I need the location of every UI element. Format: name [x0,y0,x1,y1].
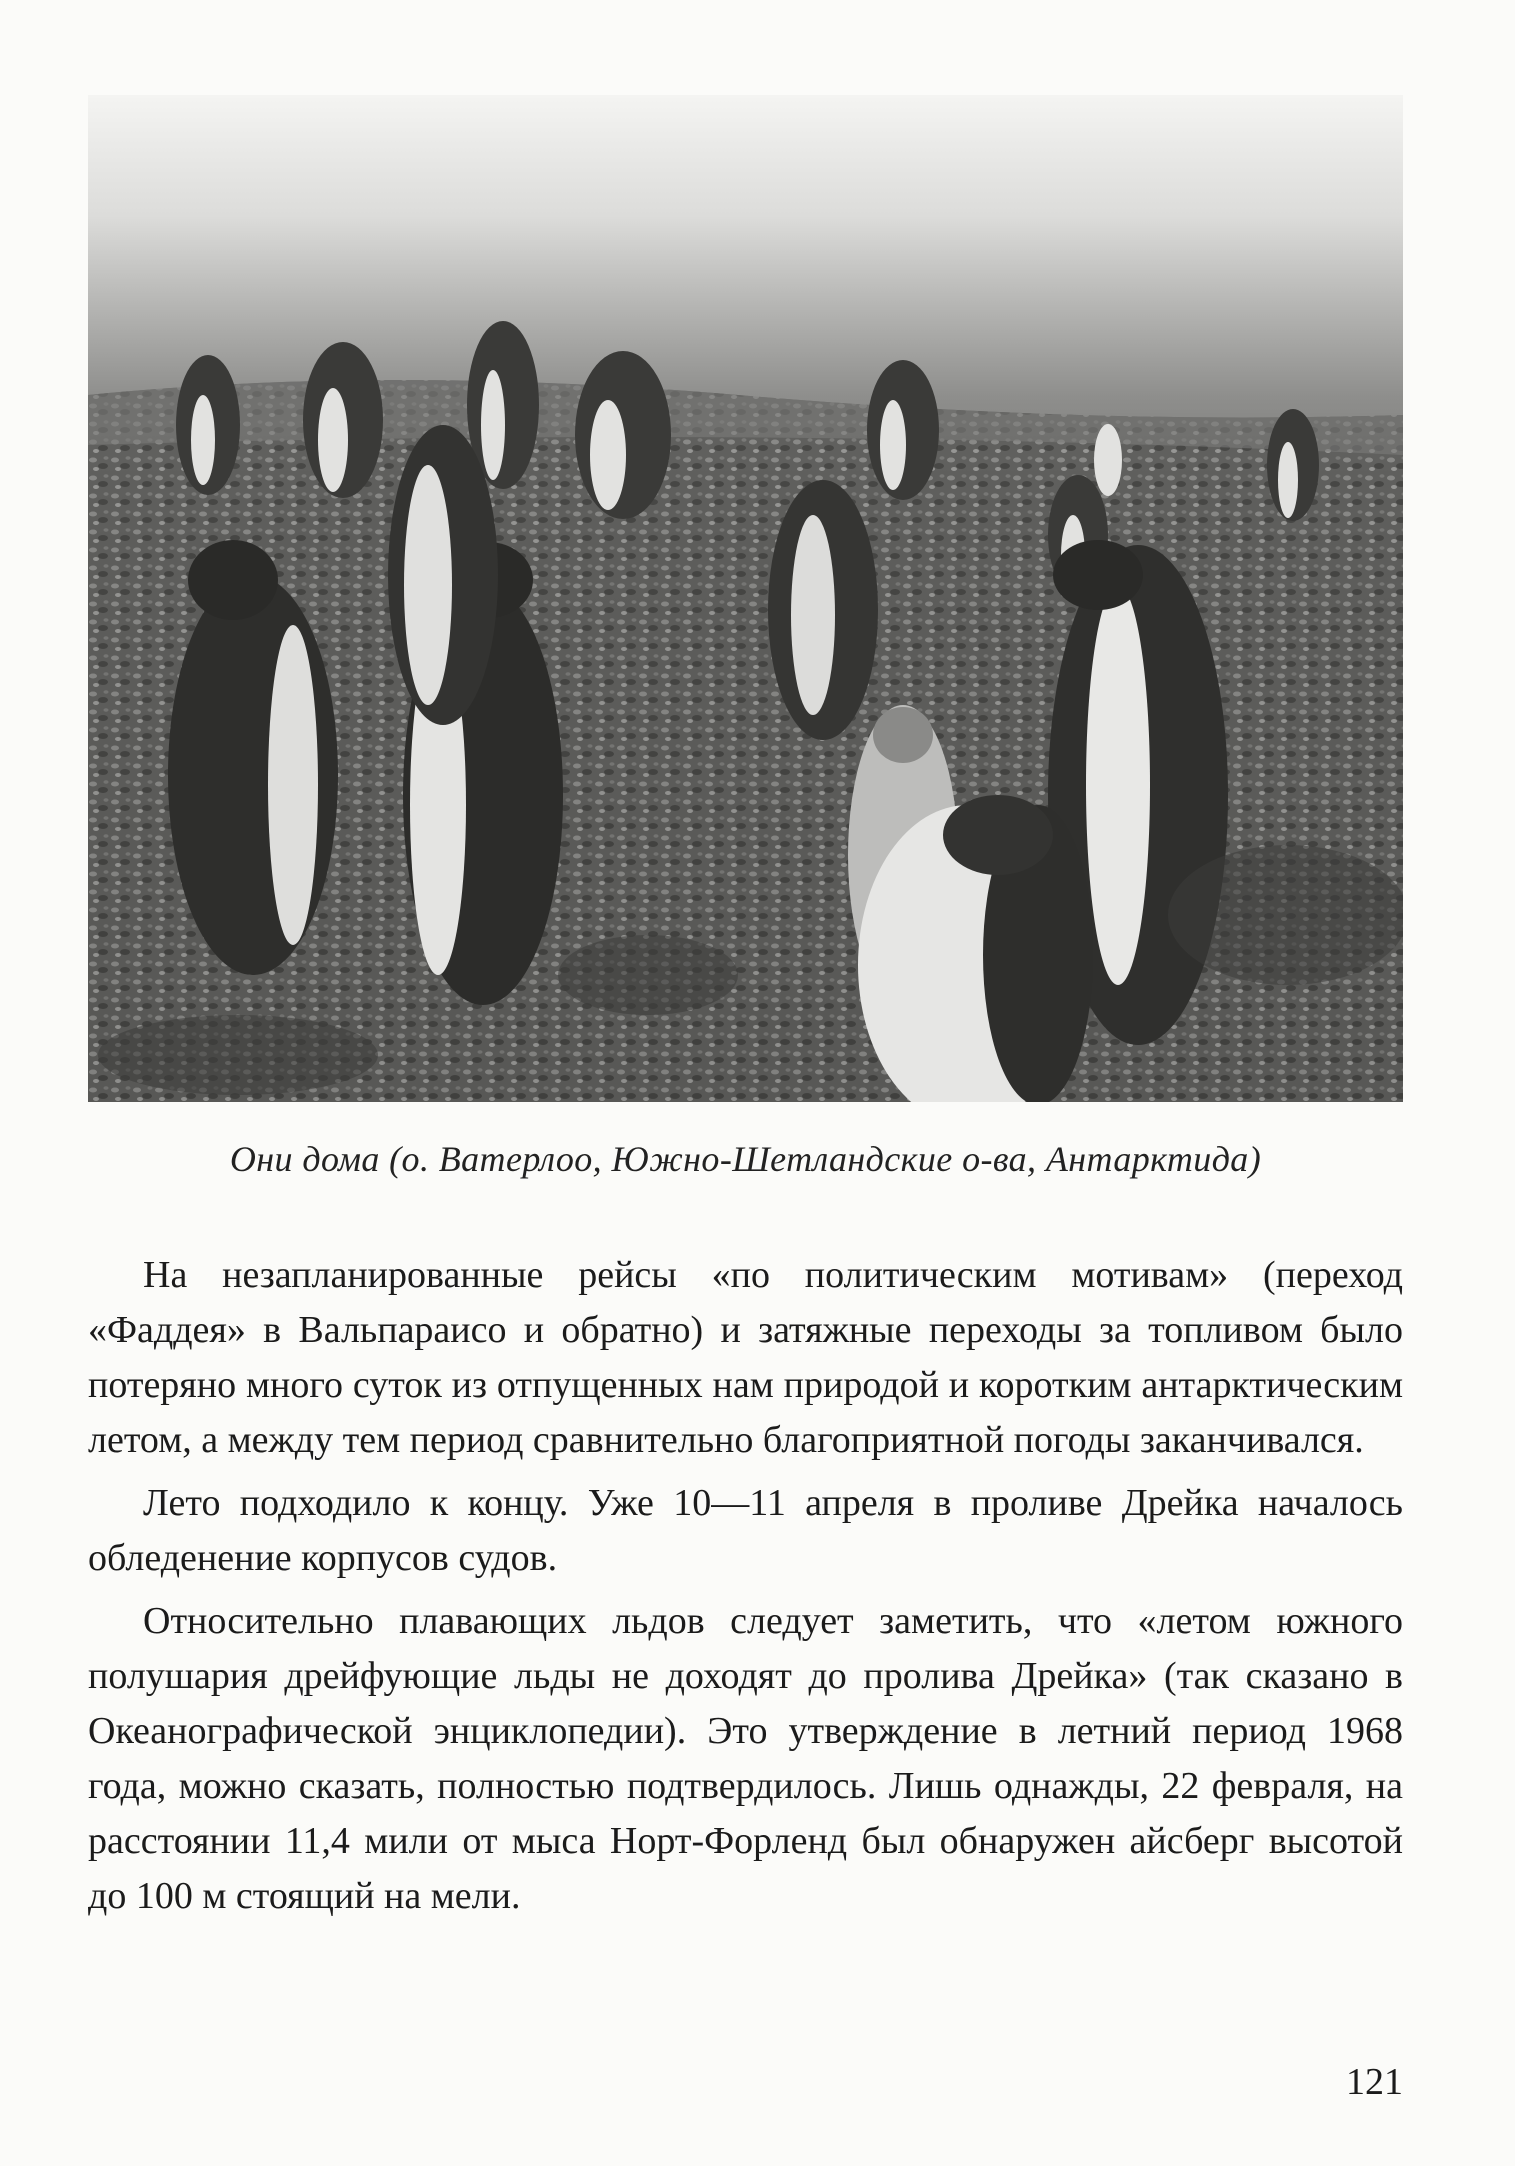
photo-caption: Они дома (о. Ватерлоо, Южно-Шетландские о-ва, Антарктида) [229,1139,1262,1179]
body-text [88,1248,1403,1932]
page-number: 121 [1346,2061,1403,2103]
penguin-colony-photo [88,95,1403,1102]
paragraph: На незапланированные рейсы «по политическим мотивам» (переход «Фаддея» в Вальпараисо и обратно) и затяжные переходы за топливом было потеряно много суток из отпущенных нам природой и коротким антарктическим летом, а между тем период сравнительно благоприятной погоды заканчивался. [88,1254,1403,1461]
paragraph: Относительно плавающих льдов следует заметить, что «летом южного полушария дрейфующие льды не доходят до пролива Дрейка» (так сказано в Океанографической энциклопедии). Это утверждение в летний период 1968 года, можно сказать, полностью подтвердилось. Лишь однажды, 22 февраля, на расстоянии 11,4 мили от мыса Норт-Форленд был обнаружен айсберг высотой до 100 м стоящий на мели. [88,1600,1403,1917]
paragraph: Лето подходило к концу. Уже 10—11 апреля в проливе Дрейка началось обледенение корпусов судов. [88,1482,1403,1579]
